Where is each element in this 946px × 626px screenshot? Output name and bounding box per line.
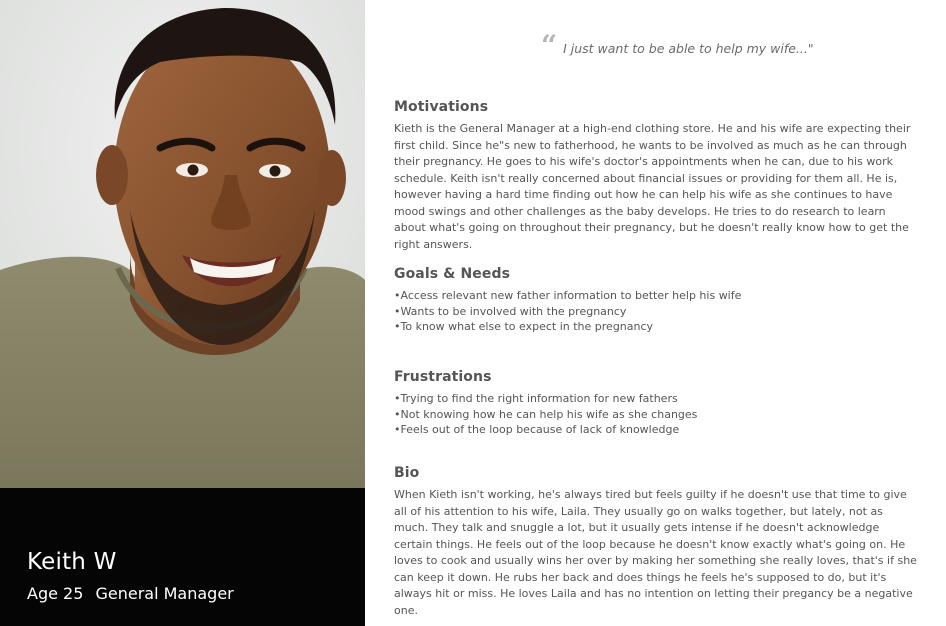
bio-section bbox=[394, 465, 918, 619]
persona-meta bbox=[27, 584, 234, 603]
frustrations-item: • Feels out of the loop because of lack of knowledge bbox=[394, 422, 918, 438]
bio-body: When Kieth isn't working, he's always tired but feels guilty if he doesn't use that time to give all of his attention to his wife, Laila. They usually go on walks together, but lately, not as much. They talk and snuggle a lot, but it usually gets intense if he doesn't acknowledge certain things. He feels out of the loop because he doesn't know exactly what's going on. He loves to cook and usually wins her over by making her something she really loves, that's if she can keep it down. He rubs her back and does things he feels he's supposed to do, but it's always hit or miss. He loves Laila and has no intention on letting their pregancy be a negative one. bbox=[394, 488, 917, 617]
frustrations-section bbox=[394, 369, 918, 438]
goals-item: • To know what else to expect in the pregnancy bbox=[394, 319, 918, 335]
motivations-section bbox=[394, 99, 918, 253]
persona-quote bbox=[541, 29, 814, 62]
goals-item: • Wants to be involved with the pregnancy bbox=[394, 304, 918, 320]
goals-heading: Goals & Needs bbox=[394, 266, 511, 282]
goals-list bbox=[394, 288, 918, 335]
quote-mark-icon: “ bbox=[541, 29, 558, 62]
persona-age: Age 25 bbox=[27, 584, 84, 603]
persona-role: General Manager bbox=[95, 584, 234, 603]
goals-item: • Access relevant new father information to better help his wife bbox=[394, 288, 918, 304]
frustrations-list bbox=[394, 391, 918, 438]
quote-text: I just want to be able to help my wife..." bbox=[563, 41, 814, 56]
persona-name: Keith W bbox=[27, 549, 117, 575]
frustrations-heading: Frustrations bbox=[394, 369, 492, 385]
frustrations-item: • Trying to find the right information for new fathers bbox=[394, 391, 918, 407]
motivations-heading: Motivations bbox=[394, 99, 489, 115]
persona-photo-illustration bbox=[0, 0, 365, 488]
goals-section bbox=[394, 266, 918, 335]
bio-heading: Bio bbox=[394, 465, 420, 481]
frustrations-item: • Not knowing how he can help his wife as she changes bbox=[394, 407, 918, 423]
persona-photo bbox=[0, 0, 365, 488]
persona-panel bbox=[0, 0, 365, 626]
motivations-body: Kieth is the General Manager at a high-end clothing store. He and his wife are expecting their first child. Since he"s new to fatherhood, he wants to be involved as much as he can through their pregnancy. He goes to his wife's doctor's appointments when he can, due to his work schedule. Keith isn't really concerned about financial issues or providing for them all. He is, however having a hard time finding out how he can help his wife as she continues to have mood swings and other challenges as the baby develops. He tries to do research to learn about what's going on throughout their pregnancy, but he doesn't really know how to get the right answers. bbox=[394, 122, 911, 251]
